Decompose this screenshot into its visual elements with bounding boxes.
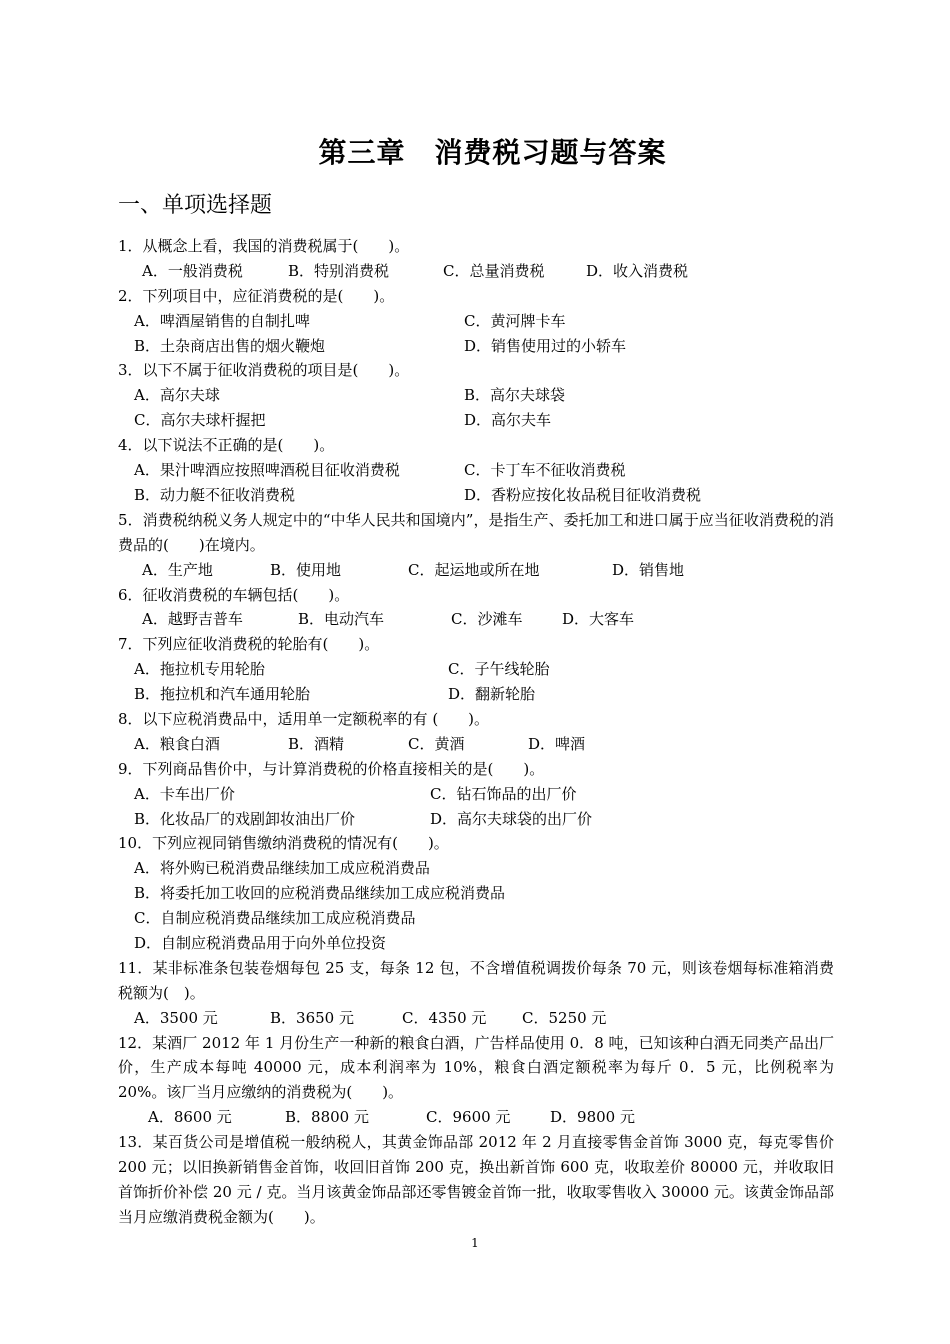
option-b: B．动力艇不征收消费税 <box>134 485 296 504</box>
option-b: B．拖拉机和汽车通用轮胎 <box>134 685 311 704</box>
question-10-option-c <box>118 906 834 931</box>
option-b: B．使用地 <box>270 560 342 579</box>
option-b: B．化妆品厂的戏剧卸妆油出厂价 <box>134 809 356 828</box>
option-c: C．黄河牌卡车 <box>464 311 566 330</box>
question-list <box>118 234 834 1230</box>
question-7: 7．下列应征收消费税的轮胎有( )。 <box>118 635 380 654</box>
option-a: A．卡车出厂价 <box>134 784 235 803</box>
option-b: B．8800 元 <box>285 1108 369 1127</box>
option-c: C．4350 元 <box>402 1008 487 1027</box>
question-13: 13．某百货公司是增值税一般纳税人，其黄金饰品部 2012 年 2 月直接零售金首饰 3000 克，每克零售价 200 元；以旧换新销售金首饰，收回旧首饰 200 克，换出新首饰 600 克，收取差价 80000 元，并收取旧首饰折价补偿 20 元 / 克。当月该黄金饰品部还零售镀金首饰一批，收取零售收入 30000 元。该黄金饰品部当月应缴消费税金额为( )。 <box>118 1133 834 1226</box>
option-b: B．特别消费税 <box>288 261 390 280</box>
page-title: 第三章 消费税习题与答案 <box>318 136 667 169</box>
question-7-options-row2 <box>118 682 834 707</box>
question-3-options-row2 <box>118 408 834 433</box>
option-d: D．销售地 <box>612 560 685 579</box>
question-11-options <box>118 1006 834 1031</box>
option-d: D．香粉应按化妆品税目征收消费税 <box>464 485 702 504</box>
option-d: D．翻新轮胎 <box>448 685 536 704</box>
section-heading: 一、单项选择题 <box>118 193 273 218</box>
option-a: A．啤酒屋销售的自制扎啤 <box>134 311 310 330</box>
option-a: A．果汁啤酒应按照啤酒税目征收消费税 <box>134 461 400 480</box>
question-10-option-b <box>118 881 834 906</box>
option-d: D．高尔夫球袋的出厂价 <box>430 809 593 828</box>
option-d: D．高尔夫车 <box>464 411 552 430</box>
option-a: A．8600 元 <box>148 1108 232 1127</box>
question-5-options <box>118 558 834 583</box>
question-4-options-row2 <box>118 483 834 508</box>
question-12-options <box>118 1105 834 1130</box>
option-c: C．卡丁车不征收消费税 <box>464 461 626 480</box>
question-3-options-row1 <box>118 383 834 408</box>
question-5: 5．消费税纳税义务人规定中的“中华人民共和国境内”，是指生产、委托加工和进口属于应当征收消费税的消费品的( )在境内。 <box>118 510 834 554</box>
option-a: A．粮食白酒 <box>134 734 220 753</box>
question-7-options-row1 <box>118 657 834 682</box>
question-4-options-row1 <box>118 458 834 483</box>
question-9-options-row1 <box>118 782 834 807</box>
question-4: 4．以下说法不正确的是( )。 <box>118 436 335 455</box>
question-1-options <box>118 259 834 284</box>
question-6-options <box>118 607 834 632</box>
option-a: A．将外购已税消费品继续加工成应税消费品 <box>134 859 430 878</box>
option-a: A．一般消费税 <box>142 261 243 280</box>
option-d: D．大客车 <box>562 610 635 629</box>
option-b: B．3650 元 <box>270 1008 354 1027</box>
option-c: C．9600 元 <box>426 1108 511 1127</box>
option-d: D．收入消费税 <box>586 261 689 280</box>
option-d: D．9800 元 <box>550 1108 635 1127</box>
question-2: 2．下列项目中，应征消费税的是( )。 <box>118 286 395 305</box>
question-10-option-d <box>118 931 834 956</box>
option-a: A．拖拉机专用轮胎 <box>134 660 265 679</box>
option-a: A．生产地 <box>142 560 213 579</box>
option-c: C．钻石饰品的出厂价 <box>430 784 577 803</box>
question-6: 6．征收消费税的车辆包括( )。 <box>118 585 350 604</box>
option-b: B．土杂商店出售的烟火鞭炮 <box>134 336 326 355</box>
question-8-options <box>118 732 834 757</box>
option-c: C．高尔夫球杆握把 <box>134 411 266 430</box>
option-b: B．高尔夫球袋 <box>464 386 566 405</box>
option-d: D．自制应税消费品用于向外单位投资 <box>134 933 387 952</box>
option-c: C．起运地或所在地 <box>408 560 540 579</box>
option-d: D．销售使用过的小轿车 <box>464 336 627 355</box>
option-c: C．自制应税消费品继续加工成应税消费品 <box>134 909 416 928</box>
question-2-options-row1 <box>118 309 834 334</box>
question-12: 12．某酒厂 2012 年 1 月份生产一种新的粮食白酒，广告样品使用 0．8 吨，已知该种白酒无同类产品出厂价，生产成本每吨 40000 元，成本利润率为 10%，粮食白酒定额税率为每斤 0．5 元，比例税率为 20%。该厂当月应缴纳的消费税为( )。 <box>118 1033 834 1102</box>
option-c: C．总量消费税 <box>443 261 545 280</box>
question-10: 10．下列应视同销售缴纳消费税的情况有( )。 <box>118 834 449 853</box>
question-10-option-a <box>118 856 834 881</box>
option-c: C．黄酒 <box>408 734 465 753</box>
option-b: B．电动汽车 <box>298 610 385 629</box>
option-a: A．高尔夫球 <box>134 386 220 405</box>
question-9: 9．下列商品售价中，与计算消费税的价格直接相关的是( )。 <box>118 759 545 778</box>
question-3: 3．以下不属于征收消费税的项目是( )。 <box>118 361 410 380</box>
question-9-options-row2 <box>118 807 834 832</box>
option-c: C．子午线轮胎 <box>448 660 550 679</box>
question-2-options-row2 <box>118 334 834 359</box>
question-8: 8．以下应税消费品中，适用单一定额税率的有 ( )。 <box>118 709 490 728</box>
option-b: B．酒精 <box>288 734 345 753</box>
option-a: A．3500 元 <box>134 1008 218 1027</box>
option-c: C．沙滩车 <box>451 610 523 629</box>
question-11: 11．某非标准条包装卷烟每包 25 支，每条 12 包，不含增值税调拨价每条 70 元，则该卷烟每标准箱消费税额为( )。 <box>118 958 834 1002</box>
question-1: 1．从概念上看，我国的消费税属于( )。 <box>118 237 410 255</box>
option-d: D．啤酒 <box>528 734 586 753</box>
option-a: A．越野吉普车 <box>142 610 243 629</box>
page-number: 1 <box>471 1236 479 1250</box>
option-b: B．将委托加工收回的应税消费品继续加工成应税消费品 <box>134 884 506 903</box>
option-d: C．5250 元 <box>522 1008 607 1027</box>
